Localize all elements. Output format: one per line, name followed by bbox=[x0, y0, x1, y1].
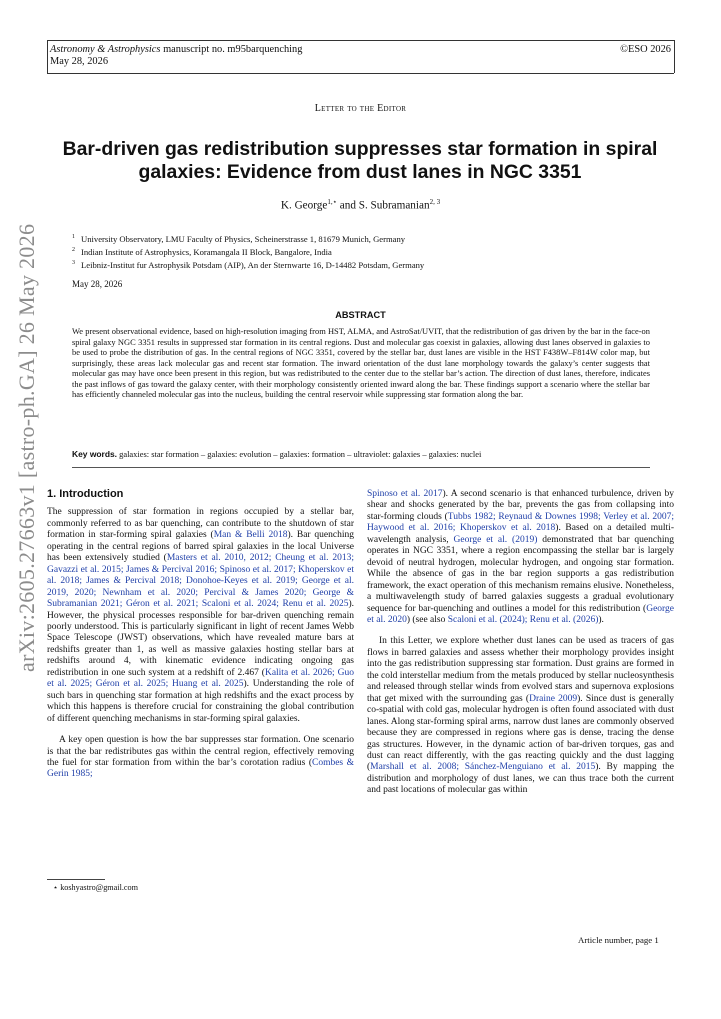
arxiv-stamp: arXiv:2605.27663v1 [astro-ph.GA] 26 May 2026 bbox=[14, 223, 39, 672]
citation-link[interactable]: George et al. 2020 bbox=[367, 603, 674, 625]
body-text: ). By mapping the distribution and morphology of dust lanes, we can thus trace both the current and past locations of molecular gas within bbox=[367, 762, 674, 796]
paragraph-gap bbox=[367, 626, 674, 636]
body-text: ). bbox=[598, 614, 604, 625]
footnote bbox=[53, 882, 138, 892]
body-text: A key open question is how the bar suppresses star formation. One scenario is that the bar redistributes gas within the central region, effectively removing the fuel for star formation from within the bar’s corotation radius ( bbox=[47, 735, 354, 768]
letter-label: Letter to the Editor bbox=[314, 103, 407, 114]
keywords-label: Key words. bbox=[72, 449, 118, 459]
author-1-sup: 1,⋆ bbox=[327, 198, 337, 206]
left-column bbox=[47, 488, 354, 781]
header-left bbox=[47, 44, 302, 68]
author-2: S. Subramanian bbox=[358, 199, 430, 212]
citation-link[interactable]: Kalita et al. 2026; Guo et al. 2025; Géron et al. 2025; Huang et al. 2025 bbox=[47, 667, 354, 690]
section-heading: 1. Introduction bbox=[47, 488, 124, 500]
citation-link[interactable]: Masters et al. 2010, 2012; Cheung et al. 2013; Gavazzi et al. 2015; James & Percival 2016; Spinoso et al. 2017; Khoperskov et al. 2018; James & Percival 2018; Donohoe-Keyes et al. 2019; George et al. 2019, 2020; Newnham et al. 2020; Percival & James 2020; George & Subramanian 2021; Géron et al. 2021; Scaloni et al. 2024; Renu et al. 2025 bbox=[47, 553, 354, 610]
keywords-list: galaxies: star formation – galaxies: evolution – galaxies: formation – ultraviolet: galaxies – galaxies: nuclei bbox=[119, 449, 482, 459]
affiliation-text: University Observatory, LMU Faculty of Physics, Scheinerstrasse 1, 81679 Munich, Germany bbox=[81, 233, 406, 244]
citation-link[interactable]: Scaloni et al. (2024); Renu et al. (2026) bbox=[447, 614, 599, 625]
affiliation-num: 3 bbox=[72, 260, 75, 267]
affiliation-2 bbox=[72, 245, 672, 258]
header-date: May 28, 2026 bbox=[50, 56, 109, 67]
author-2-sup: 2, 3 bbox=[429, 198, 441, 206]
journal-name: Astronomy & Astrophysics bbox=[50, 44, 161, 55]
affiliation-1 bbox=[72, 232, 672, 245]
citation-link[interactable]: George et al. (2019) bbox=[453, 534, 538, 545]
body-text: ). However, the physical processes responsible for bar-driven quenching remain poorly understood. This is particularly significant in light of recent James Webb Space Telescope (JWST) observations, which have revealed mature bars at redshifts greater than 1, as well as massive galaxies hosting stellar bars at redshifts around 4, with kinematic evidence indicating ongoing gas redistribution in one such system at a redshift of 2.467 ( bbox=[47, 599, 354, 678]
citation-link[interactable]: Combes & Gerin 1985; bbox=[47, 757, 354, 780]
affiliation-num: 2 bbox=[72, 247, 75, 254]
citation-link[interactable]: Marshall et al. 2008; Sánchez-Menguiano et al. 2015 bbox=[370, 762, 596, 773]
header-rule bbox=[47, 73, 674, 74]
paper-title: Bar-driven gas redistribution suppresses star formation in spiral galaxies: Evidence from dust lanes in NGC 3351 bbox=[62, 138, 658, 183]
intro-paragraph-1 bbox=[47, 507, 354, 725]
footnote-email: koshyastro@gmail.com bbox=[60, 883, 138, 892]
body-text: ) (see also bbox=[406, 614, 448, 625]
affiliation-3 bbox=[72, 258, 672, 271]
authors bbox=[0, 198, 721, 212]
header-box-top bbox=[47, 40, 674, 41]
citation-link[interactable]: Spinoso et al. 2017 bbox=[367, 489, 443, 499]
citation-link[interactable]: Draine 2009 bbox=[529, 693, 578, 704]
affiliation-text: Indian Institute of Astrophysics, Koramangala II Block, Bangalore, India bbox=[81, 246, 332, 257]
right-column bbox=[367, 489, 674, 797]
body-text: ). Since dust is generally co-spatial with cold gas, molecular hydrogen is often found associated with dust lanes. Along star-forming spiral arms, narrow dust lanes are commonly observed because they are compressed in regions where gas is dense, tracing the dense gas structures. However, in the dynamic action of bar-driven torques, gas and dust can react differently, with the gas reacting quickly and the dust lagging ( bbox=[367, 693, 674, 773]
intro-paragraph-3 bbox=[367, 636, 674, 796]
citation-link[interactable]: Tubbs 1982; Reynaud & Downes 1998; Verley et al. 2007; Haywood et al. 2016; Khoperskov et al. 2018 bbox=[367, 511, 674, 534]
keywords bbox=[72, 449, 650, 459]
paragraph-gap bbox=[47, 725, 354, 735]
body-text: ). Bar quenching operating in the central regions of barred spiral galaxies in the local Universe has been extensively studied ( bbox=[47, 530, 354, 564]
citation-link[interactable]: Man & Belli 2018 bbox=[213, 530, 288, 541]
affiliations bbox=[72, 232, 672, 271]
body-text: ). Understanding the role of such bars in quenching star formation at high redshifts and the exact process by which this happens is therefore crucial for constraining the global contribution of different quenching mechanisms in star-forming spiral galaxies. bbox=[47, 679, 354, 724]
abstract-rule bbox=[72, 467, 650, 468]
body-text: The suppression of star formation in regions occupied by a stellar bar, commonly referred to as bar quenching, can contribute to the shutdown of star formation in star-forming spiral galaxies ( bbox=[47, 507, 354, 541]
copyright: ©ESO 2026 bbox=[620, 44, 671, 55]
footnote-rule bbox=[47, 879, 105, 880]
header-box-right bbox=[674, 40, 675, 73]
body-text: ). Based on a detailed multi-wavelength analysis, bbox=[367, 523, 674, 545]
author-1: K. George bbox=[280, 199, 328, 212]
body-text: In this Letter, we explore whether dust lanes can be used as tracers of gas flows in barred galaxies and assess whether their morphology provides insight into the gas redistribution suppressing star formation. Dust grains are formed in the cold interstellar medium from the metals produced by stellar nucleosynthesis and released through stellar winds from evolved stars and supernova explosions that get mixed with the surrounding gas ( bbox=[367, 636, 674, 704]
manuscript-no: manuscript no. m95barquenching bbox=[163, 44, 303, 55]
abstract-text: We present observational evidence, based on high-resolution imaging from HST, ALMA, and AstroSat/UVIT, that the redistribution of gas driven by the bar in the face-on spiral galaxy NGC 3351 results in suppressed star formation in its central regions. Dust and molecular gas coexist in galaxies, allowing dust lanes observed in galaxies to be used to probe the distribution of gas. In the central regions of NGC 3351, covered by the stellar bar, dust lanes are visible in the HST F438W–F814W color map, but surprisingly, these areas lack molecular gas and recent star formation. The inward orientation of the dust lane morphology towards the galaxy’s center suggests that molecular gas may have once been present in this region, but was redistributed to the center due to the stellar bar’s action. The direction of dust lanes, therefore, indicates the past inflows of gas toward the galaxy center, with their morphology consistently oriented inward along the bar. These findings support a scenario where the stellar bar has efficiently channeled molecular gas into the nucleus, building the central reservoir while suppressing star formation along the bar. bbox=[72, 326, 650, 399]
footnote-mark: ⋆ bbox=[53, 883, 59, 892]
received-date: May 28, 2026 bbox=[72, 279, 123, 289]
body-text: ). A second scenario is that enhanced turbulence, driven by shear and shocks generated by the bar, prevents the gas from collapsing into star-forming clouds ( bbox=[367, 489, 674, 522]
abstract-heading: ABSTRACT bbox=[335, 310, 386, 320]
intro-paragraph-2-cont bbox=[367, 489, 674, 626]
affiliation-num: 1 bbox=[72, 234, 75, 240]
authors-and: and bbox=[336, 199, 359, 212]
body-text: demonstrated that bar quenching operates in NGC 3351, where a region encompassing the stellar bar is largely devoid of neutral hydrogen, molecular hydrogen, and ongoing star formation. While the absence of gas in the bar region supports a gas redistribution framework, the exact operation of this mechanism remains elusive. Nonetheless, a multiwavelength study of barred galaxies suggests a gradual evolutionary sequence for bar-quenching and outlines a model for this redistribution ( bbox=[367, 534, 674, 614]
page-footer: Article number, page 1 bbox=[578, 935, 659, 945]
affiliation-text: Leibniz-Institut fur Astrophysik Potsdam (AIP), An der Sternwarte 16, D-14482 Potsdam, Germany bbox=[81, 259, 425, 270]
intro-paragraph-2 bbox=[47, 735, 354, 781]
running-header bbox=[47, 44, 674, 68]
